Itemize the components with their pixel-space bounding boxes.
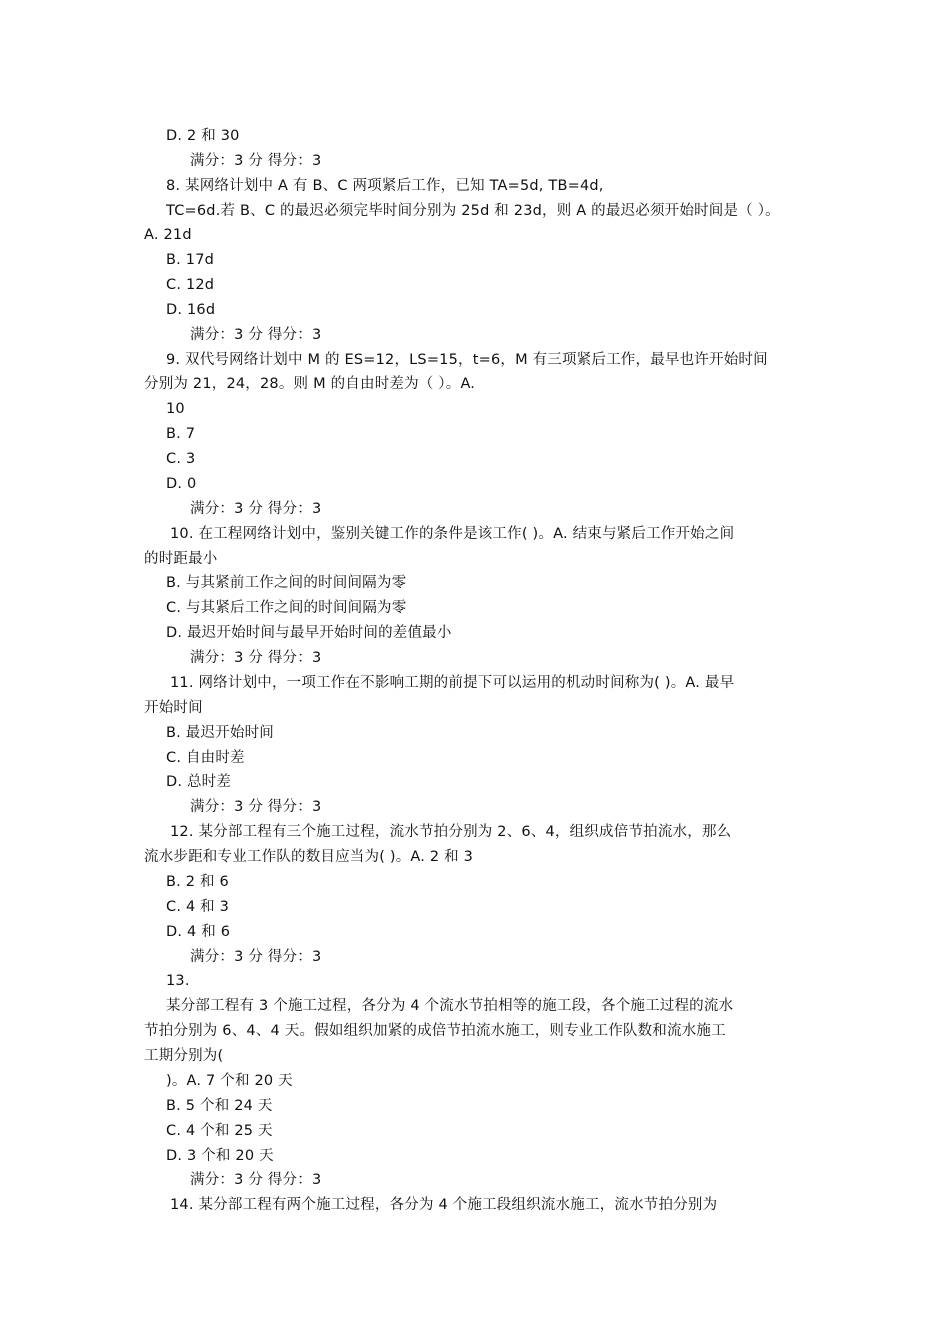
question-line: 分别为 21，24，28。则 M 的自由时差为（ ）。A.	[144, 376, 476, 392]
question-line: 流水步距和专业工作队的数目应当为( )。A. 2 和 3	[144, 849, 474, 865]
option-line: C. 4 个和 25 天	[166, 1123, 273, 1139]
question-line: 10. 在工程网络计划中，鉴别关键工作的条件是该工作( )。A. 结束与紧后工作开始之间	[170, 526, 735, 542]
option-line: A. 21d	[144, 227, 192, 243]
question-line: 8. 某网络计划中 A 有 B、C 两项紧后工作，已知 TA=5d, TB=4d,	[166, 178, 604, 194]
option-line: C. 与其紧后工作之间的时间间隔为零	[166, 600, 407, 616]
option-line: C. 3	[166, 451, 196, 467]
option-line: C. 自由时差	[166, 750, 245, 766]
score-line: 满分：3 分 得分：3	[190, 153, 322, 169]
option-line: D. 3 个和 20 天	[166, 1148, 274, 1164]
score-line: 满分：3 分 得分：3	[190, 949, 322, 965]
option-line: C. 12d	[166, 277, 215, 293]
option-line: D. 0	[166, 476, 197, 492]
option-line: 10	[166, 401, 185, 417]
option-line: D. 16d	[166, 302, 216, 318]
question-line: 某分部工程有 3 个施工过程，各分为 4 个流水节拍相等的施工段，各个施工过程的流水	[166, 998, 734, 1014]
option-line: C. 4 和 3	[166, 899, 230, 915]
question-number: 13.	[166, 973, 190, 989]
question-line: 12. 某分部工程有三个施工过程，流水节拍分别为 2、6、4，组织成倍节拍流水，那么	[170, 824, 732, 840]
question-line: 14. 某分部工程有两个施工过程，各分为 4 个施工段组织流水施工，流水节拍分别为	[170, 1197, 718, 1213]
question-line: 11. 网络计划中，一项工作在不影响工期的前提下可以运用的机动时间称为( )。A. 最早	[170, 675, 735, 691]
question-line: 节拍分别为 6、4、4 天。假如组织加紧的成倍节拍流水施工，则专业工作队数和流水施工	[144, 1023, 726, 1039]
score-line: 满分：3 分 得分：3	[190, 1172, 322, 1188]
option-line: B. 17d	[166, 252, 215, 268]
score-line: 满分：3 分 得分：3	[190, 501, 322, 517]
question-line: )。A. 7 个和 20 天	[166, 1073, 293, 1089]
question-line: 9. 双代号网络计划中 M 的 ES=12，LS=15，t=6，M 有三项紧后工作，最早也许开始时间	[166, 352, 768, 368]
option-line: B. 最迟开始时间	[166, 725, 274, 741]
option-line: D. 最迟开始时间与最早开始时间的差值最小	[166, 625, 452, 641]
question-line: TC=6d.若 B、C 的最迟必须完毕时间分别为 25d 和 23d，则 A 的最迟必须开始时间是（ ）。	[166, 203, 780, 219]
score-line: 满分：3 分 得分：3	[190, 799, 322, 815]
option-line: B. 与其紧前工作之间的时间间隔为零	[166, 575, 407, 591]
question-line: 开始时间	[144, 700, 203, 716]
option-line: B. 7	[166, 426, 196, 442]
option-line: B. 2 和 6	[166, 874, 229, 890]
question-line: 的时距最小	[144, 551, 218, 567]
option-line: B. 5 个和 24 天	[166, 1098, 273, 1114]
option-line: D. 2 和 30	[166, 128, 240, 144]
option-line: D. 总时差	[166, 774, 232, 790]
option-line: D. 4 和 6	[166, 924, 231, 940]
score-line: 满分：3 分 得分：3	[190, 327, 322, 343]
score-line: 满分：3 分 得分：3	[190, 650, 322, 666]
question-line: 工期分别为(	[144, 1048, 224, 1064]
